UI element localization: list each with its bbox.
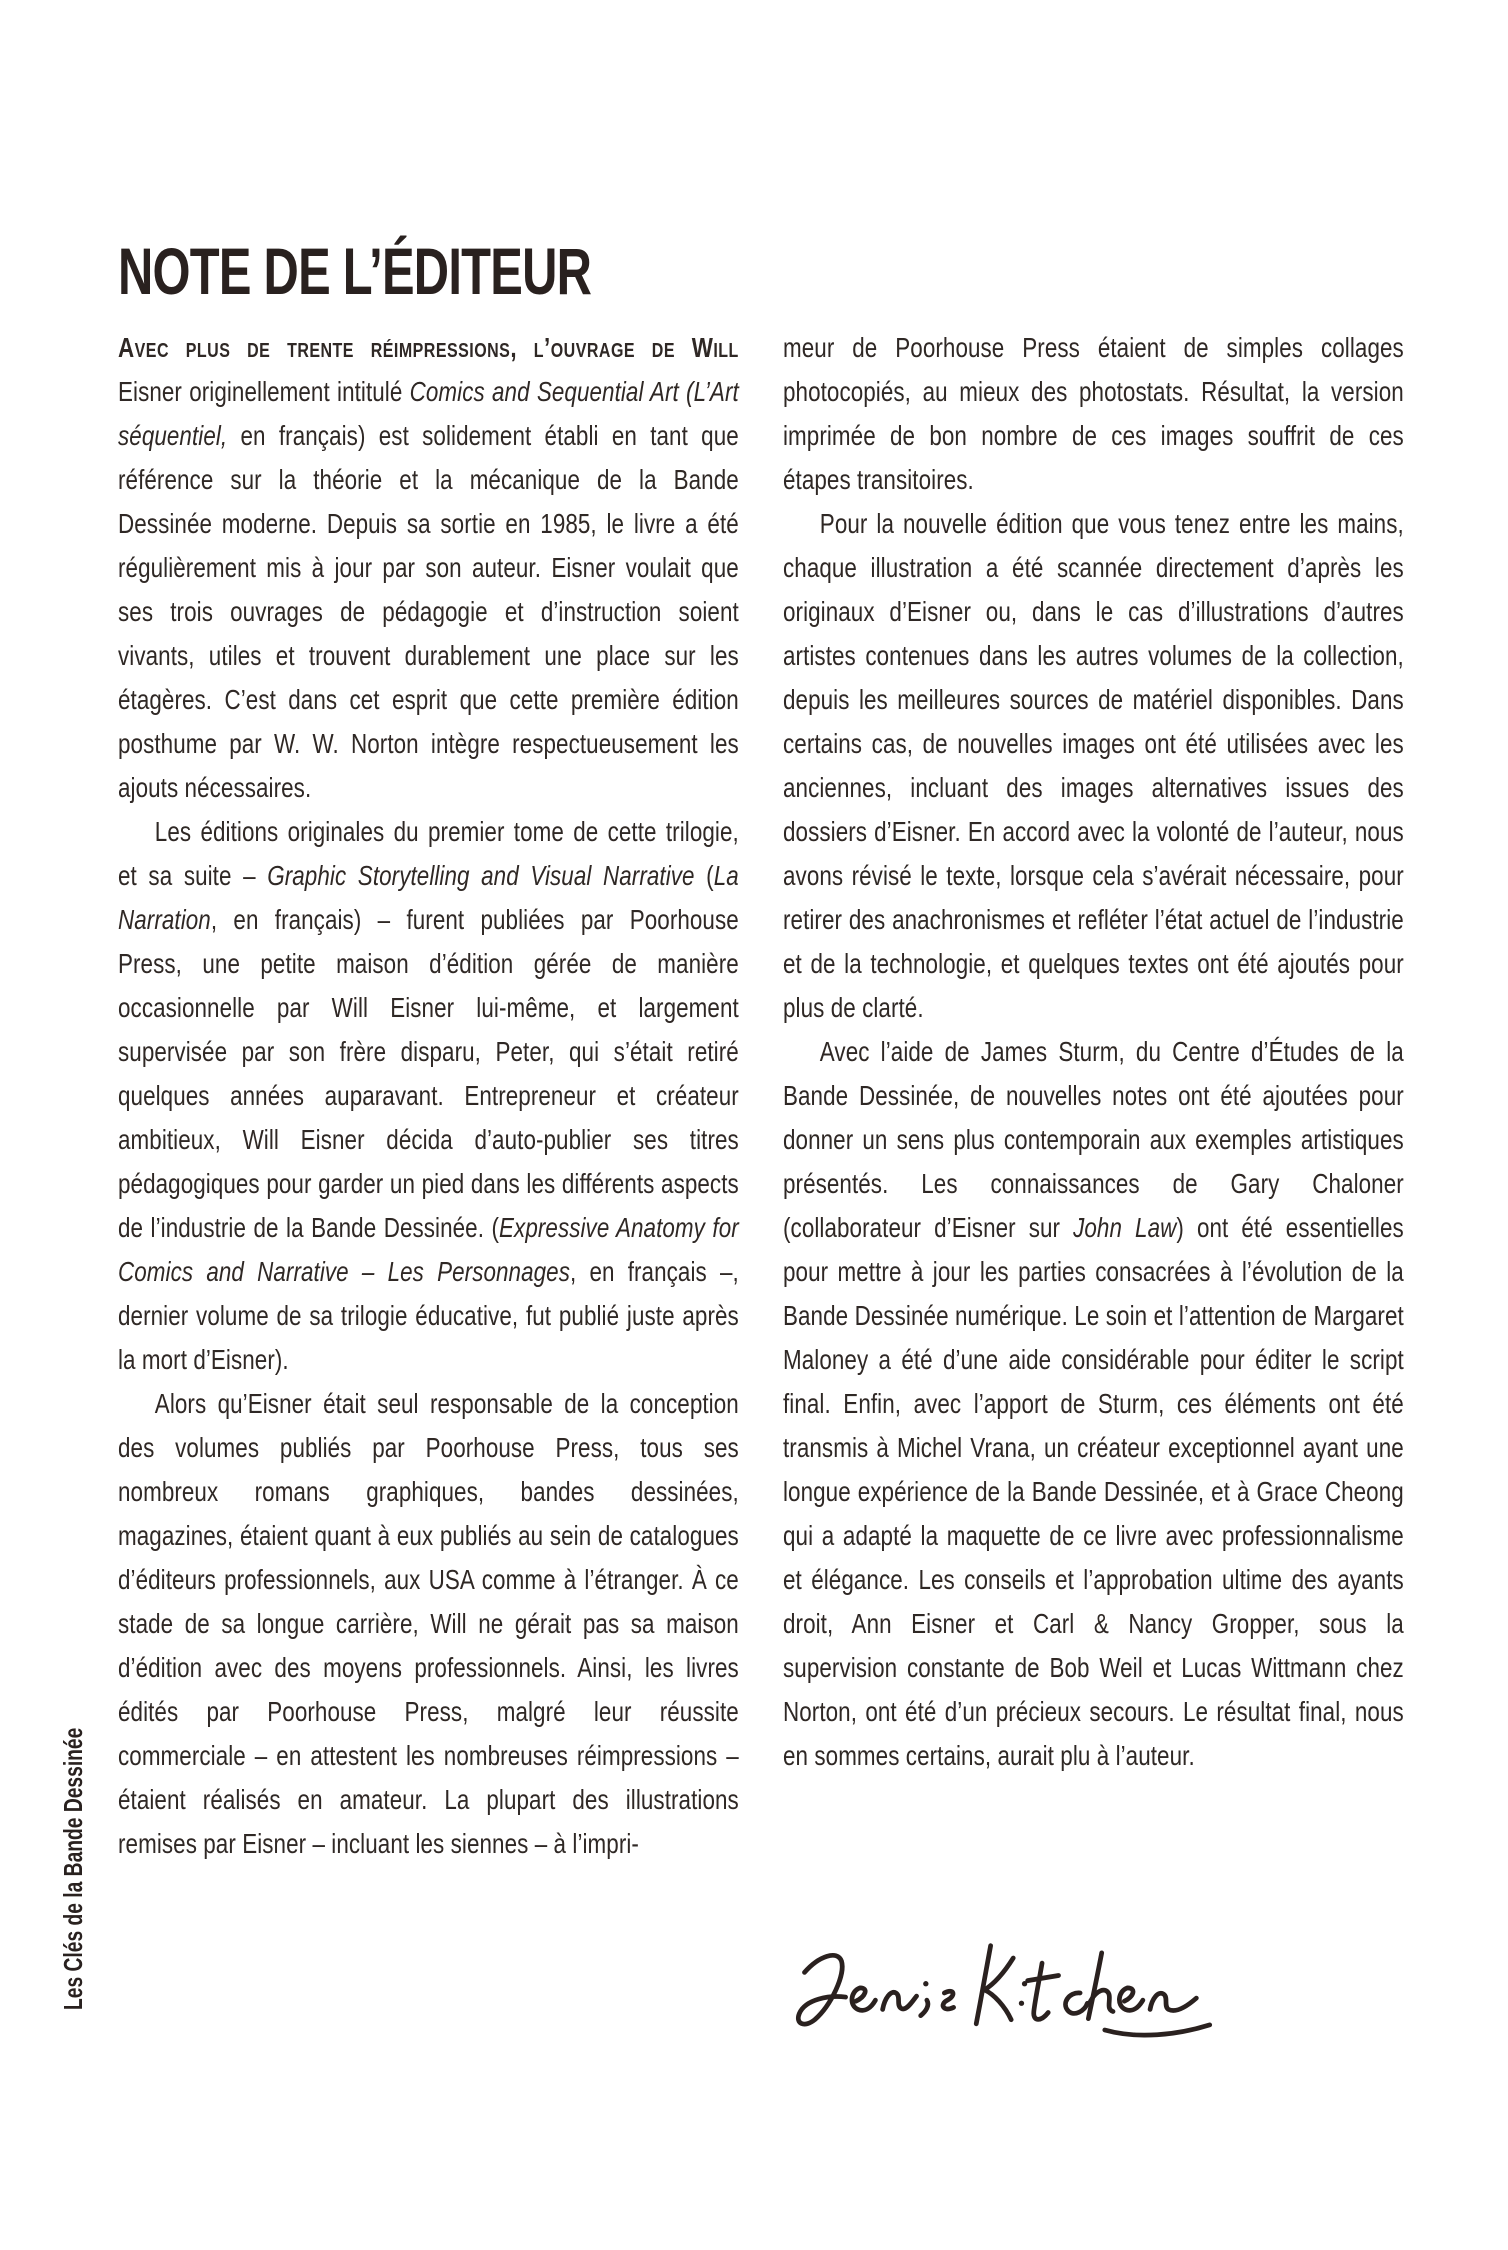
page-title-text: NOTE DE L’ÉDITEUR bbox=[118, 234, 592, 308]
text-run: Eisner originellement intitulé bbox=[118, 376, 410, 407]
text-run: Graphic Storytelling and Visual Narrative bbox=[267, 860, 695, 891]
text-run: meur de Poorhouse Press étaient de simples collages photocopiés, au mieux des photostats. Résultat, la version imprimée de bon nombre de ces images souffrit de ces étapes transitoires. bbox=[783, 332, 1404, 495]
text-run: (L’Art séquentiel, bbox=[118, 376, 739, 451]
text-run: La Narration bbox=[118, 860, 739, 935]
text-run: ( bbox=[694, 860, 714, 891]
paragraph bbox=[118, 326, 739, 810]
page-title bbox=[118, 234, 757, 308]
text-run: en français) est solidement établi en tant que référence sur la théorie et la mécanique de la Bande Dessinée moderne. Depuis sa sortie en 1985, le livre a été régulièrement mis à jour par son auteur. Eisner voulait que ses trois ouvrages de pédagogie et d’instruction soient vivants, utiles et trouvent durablement une place sur les étagères. C’est dans cet esprit que cette première édition posthume par W. W. Norton intègre respectueusement les ajouts nécessaires. bbox=[118, 420, 739, 803]
text-run bbox=[679, 376, 686, 407]
paragraph bbox=[118, 810, 739, 1382]
text-run: Avec l’aide de James Sturm, du Centre d’Études de la Bande Dessinée, de nouvelles notes ont été ajoutées pour donner un sens plus contemporain aux exemples artistiques présentés. Les connaissances de Gary Chaloner (collaborateur d’Eisner sur bbox=[783, 1036, 1404, 1243]
text-run: , en français –, dernier volume de sa trilogie éducative, fut publié juste après la mort d’Eisner). bbox=[118, 1256, 739, 1375]
text-run: Avec plus de trente réimpressions, l’ouvrage de Will bbox=[118, 332, 739, 363]
editor-signature bbox=[788, 1936, 1220, 2052]
text-run: Comics and Sequential Art bbox=[409, 376, 679, 407]
text-column-left bbox=[118, 326, 739, 1866]
collection-title-text: Les Clés de la Bande Dessinée bbox=[58, 1727, 88, 2010]
text-run: Expressive Anatomy for Comics and Narrative – Les Personnages bbox=[118, 1212, 739, 1287]
paragraph bbox=[783, 502, 1404, 1030]
paragraph bbox=[783, 326, 1404, 502]
paragraph bbox=[783, 1030, 1404, 1778]
text-run: Alors qu’Eisner était seul responsable de la conception des volumes publiés par Poorhouse Press, tous ses nombreux romans graphiques, bandes dessinées, magazines, étaient quant à eux publiés au sein de catalogues d’éditeurs professionnels, aux USA comme à l’étranger. À ce stade de sa longue carrière, Will ne gérait pas sa maison d’édition avec des moyens professionnels. Ainsi, les livres édités par Poorhouse Press, malgré leur réussite commerciale – en attestent les nombreuses réimpressions – étaient réalisés en amateur. La plupart des illustrations remises par Eisner – incluant les siennes – à l’impri- bbox=[118, 1388, 739, 1859]
text-run: Les éditions originales du premier tome de cette trilogie, et sa suite – bbox=[118, 816, 739, 891]
collection-title-vertical bbox=[58, 1628, 88, 2010]
text-run: Pour la nouvelle édition que vous tenez entre les mains, chaque illustration a été scannée directement d’après les originaux d’Eisner ou, dans le cas d’illustrations d’autres artistes contenues dans les autres volumes de la collection, depuis les meilleures sources de matériel disponibles. Dans certains cas, de nouvelles images ont été utilisées avec les anciennes, incluant des images alternatives issues des dossiers d’Eisner. En accord avec la volonté de l’auteur, nous avons révisé le texte, lorsque cela s’avérait nécessaire, pour retirer des anachronismes et refléter l’état actuel de l’industrie et de la technologie, et quelques textes ont été ajoutés pour plus de clarté. bbox=[783, 508, 1404, 1023]
text-column-right bbox=[783, 326, 1404, 1778]
text-run: John Law bbox=[1073, 1212, 1177, 1243]
text-run: ) ont été essentielles pour mettre à jour les parties consacrées à l’évolution de la Bande Dessinée numérique. Le soin et l’attention de Margaret Maloney a été d’une aide considérable pour éditer le script final. Enfin, avec l’apport de Sturm, ces éléments ont été transmis à Michel Vrana, un créateur exceptionnel ayant une longue expérience de la Bande Dessinée, et à Grace Cheong qui a adapté la maquette de ce livre avec professionnalisme et élégance. Les conseils et l’approbation ultime des ayants droit, Ann Eisner et Carl & Nancy Gropper, sous la supervision constante de Bob Weil et Lucas Wittmann chez Norton, ont été d’un précieux secours. Le résultat final, nous en sommes certains, aurait plu à l’auteur. bbox=[783, 1212, 1404, 1771]
signature-handwriting-icon bbox=[788, 1936, 1220, 2052]
paragraph bbox=[118, 1382, 739, 1866]
text-run: , en français) – furent publiées par Poorhouse Press, une petite maison d’édition gérée de manière occasionnelle par Will Eisner lui-même, et largement supervisée par son frère disparu, Peter, qui s’était retiré quelques années auparavant. Entrepreneur et créateur ambitieux, Will Eisner décida d’auto-publier ses titres pédagogiques pour garder un pied dans les différents aspects de l’industrie de la Bande Dessinée. ( bbox=[118, 904, 739, 1243]
